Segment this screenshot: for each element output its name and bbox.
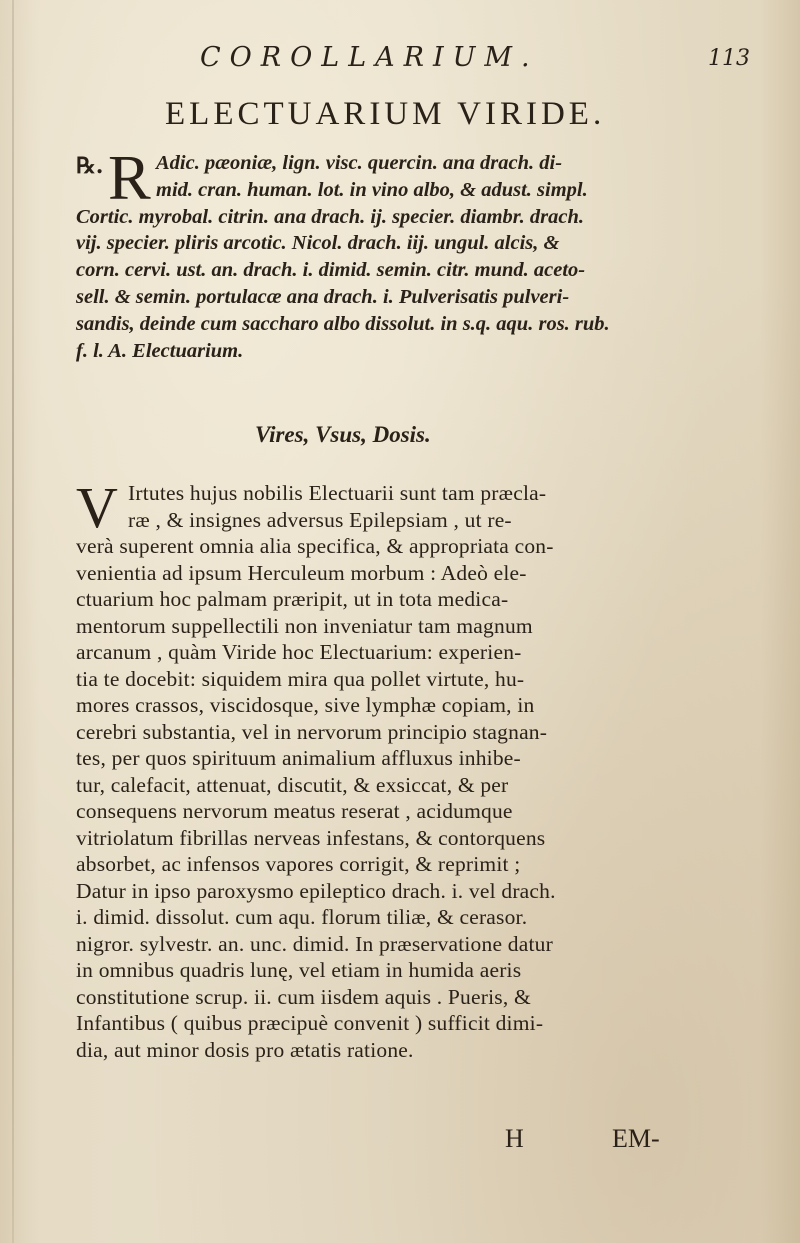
body-line: arcanum , quàm Viride hoc Electuarium: experien- xyxy=(76,640,522,664)
recipe-line: f. l. A. Electuarium. xyxy=(76,339,244,362)
body-line: consequens nervorum meatus reserat , acidumque xyxy=(76,799,513,823)
body-drop-cap: V xyxy=(76,475,118,540)
body-paragraph xyxy=(76,475,736,1063)
body-line: tur, calefacit, attenuat, discutit, & exsiccat, & per xyxy=(76,772,509,797)
recipe-line: mid. cran. human. lot. in vino albo, & adust. simpl. xyxy=(156,178,588,201)
body-line: in omnibus quadris lunę, vel etiam in humida aeris xyxy=(76,958,522,982)
page-number: 113 xyxy=(708,46,750,71)
body-line: tia te docebit: siquidem mira qua pollet virtute, hu- xyxy=(76,666,525,691)
body-line: nigror. sylvestr. an. unc. dimid. In præservatione datur xyxy=(76,931,553,956)
recipe-symbol: ℞. xyxy=(76,153,104,179)
body-line: constitutione scrup. ii. cum iisdem aquis . Pueris, & xyxy=(76,984,531,1009)
body-line: verà superent omnia alia specifica, & appropriata con- xyxy=(76,534,554,558)
body-line: venientia ad ipsum Herculeum morbum : Adeò ele- xyxy=(76,560,527,585)
recipe-line: Cortic. myrobal. citrin. ana drach. ij. specier. diambr. drach. xyxy=(76,205,584,228)
subheading: Vires, Vsus, Dosis. xyxy=(255,422,431,447)
body-line: cerebri substantia, vel in nervorum principio stagnan- xyxy=(76,719,548,744)
recipe-line: sandis, deinde cum saccharo albo dissolut. in s.q. aqu. ros. rub. xyxy=(76,312,610,335)
body-line: ctuarium hoc palmam præripit, ut in tota medica- xyxy=(76,587,509,611)
recipe-drop-cap: R xyxy=(108,142,151,213)
recipe-line: vij. specier. pliris arcotic. Nicol. drach. iij. ungul. alcis, & xyxy=(76,232,560,255)
body-line: Datur in ipso paroxysmo epileptico drach. i. vel drach. xyxy=(76,878,556,903)
running-head: COROLLARIUM. xyxy=(200,42,539,73)
body-line: tes, per quos spirituum animalium affluxus inhibe- xyxy=(76,746,521,770)
body-line: i. dimid. dissolut. cum aqu. florum tiliæ, & cerasor. xyxy=(76,905,528,929)
body-line: mores crassos, viscidosque, sive lymphæ copiam, in xyxy=(76,693,535,717)
body-line: Irtutes hujus nobilis Electuarii sunt tam præcla- xyxy=(128,481,547,505)
recipe-line: corn. cervi. ust. an. drach. i. dimid. semin. citr. mund. aceto- xyxy=(76,259,586,282)
recipe-block xyxy=(76,142,736,364)
body-line: Infantibus ( quibus præcipuè convenit ) sufficit dimi- xyxy=(76,1011,544,1035)
body-line: absorbet, ac infensos vapores corrigit, & reprimit ; xyxy=(76,852,521,876)
page-gutter-edge xyxy=(12,0,14,1243)
body-line: ræ , & insignes adversus Epilepsiam , ut re- xyxy=(128,507,512,532)
signature-mark: H xyxy=(505,1124,524,1153)
recipe-line: Adic. pæoniæ, lign. visc. quercin. ana drach. di- xyxy=(156,152,563,174)
body-line: vitriolatum fibrillas nerveas infestans, & contorquens xyxy=(76,825,546,850)
body-line: dia, aut minor dosis pro ætatis ratione. xyxy=(76,1037,414,1062)
catchword: EM- xyxy=(612,1124,660,1153)
section-title: ELECTUARIUM VIRIDE. xyxy=(165,96,606,132)
body-line: mentorum suppellectili non inveniatur tam magnum xyxy=(76,613,533,638)
recipe-line: sell. & semin. portulacæ ana drach. i. Pulverisatis pulveri- xyxy=(76,285,570,308)
